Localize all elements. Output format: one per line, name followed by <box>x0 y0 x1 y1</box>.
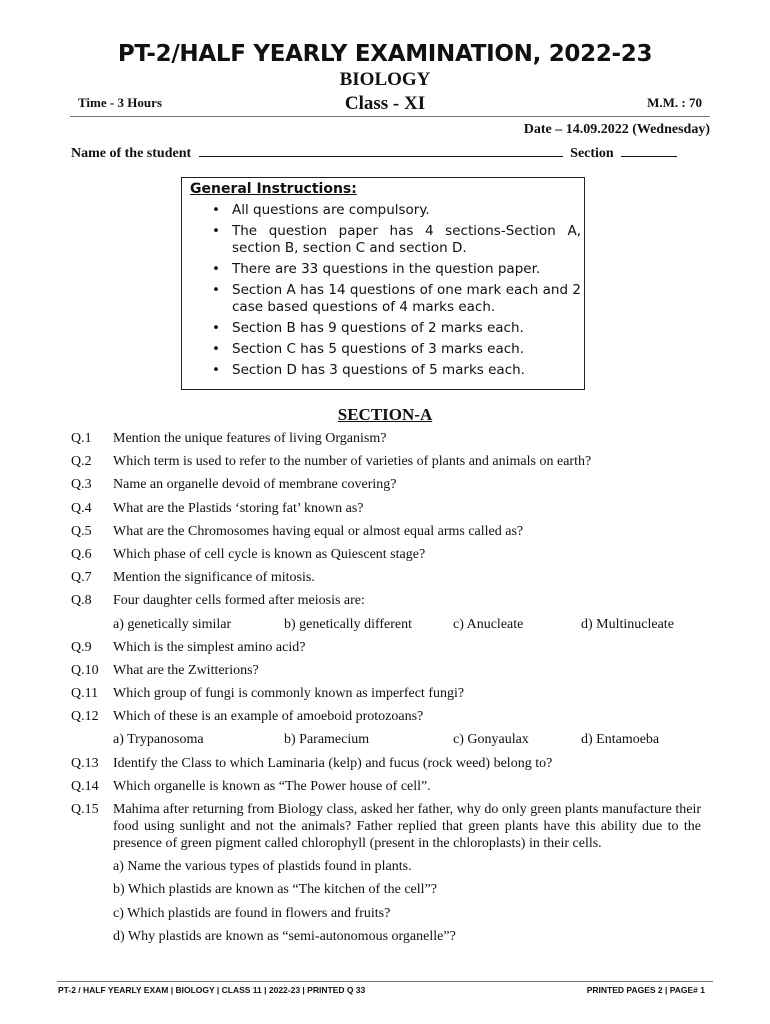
question-text: What are the Plastids ‘storing fat’ known as? <box>113 500 364 516</box>
question-text: Name an organelle devoid of membrane covering? <box>113 477 397 493</box>
question-number: Q.9 <box>71 639 92 655</box>
question-item <box>71 430 701 447</box>
question-item <box>71 801 701 852</box>
max-marks-label: M.M. : 70 <box>647 95 702 110</box>
question-number: Q.5 <box>71 523 92 539</box>
case-subpart: c) Which plastids are found in flowers and fruits? <box>113 905 391 921</box>
instructions-list <box>209 202 581 383</box>
header-divider <box>70 116 710 117</box>
question-number: Q.10 <box>71 662 99 678</box>
question-number: Q.7 <box>71 570 92 586</box>
student-name-blank[interactable] <box>199 144 563 157</box>
question-text: Which is the simplest amino acid? <box>113 639 306 655</box>
question-number: Q.15 <box>71 802 99 817</box>
option-a: a) Trypanosoma <box>113 732 204 748</box>
question-number: Q.3 <box>71 477 92 493</box>
footer-left-text: PT-2 / HALF YEARLY EXAM | BIOLOGY | CLASS 11 | 2022-23 | PRINTED Q 33 <box>58 985 366 995</box>
question-number: Q.11 <box>71 686 99 702</box>
question-text: Mahima after returning from Biology class, asked her father, why do only green plants manufacture their food using sunlight and not the animals? Father replied that green plants have this ability due to the presence of green pigment called chlorophyll (present in the chloroplasts) in their cells. <box>113 802 701 851</box>
question-text: Mention the significance of mitosis. <box>113 570 315 586</box>
question-text: What are the Chromosomes having equal or almost equal arms called as? <box>113 523 524 539</box>
option-c: c) Gonyaulax <box>453 732 529 748</box>
question-number: Q.12 <box>71 709 99 725</box>
question-number: Q.13 <box>71 755 99 771</box>
option-c: c) Anucleate <box>453 616 524 632</box>
question-item <box>71 662 701 679</box>
case-subpart: b) Which plastids are known as “The kitchen of the cell”? <box>113 882 437 898</box>
question-item <box>71 546 701 563</box>
instruction-item: • All questions are compulsory. <box>209 202 581 219</box>
option-b: b) genetically different <box>284 616 413 632</box>
case-subpart: a) Name the various types of plastids found in plants. <box>113 859 412 875</box>
question-item <box>71 778 701 795</box>
student-info-row <box>71 144 677 162</box>
question-number: Q.2 <box>71 454 92 470</box>
option-b: b) Paramecium <box>284 732 370 748</box>
instructions-heading: General Instructions: <box>190 181 357 197</box>
question-item <box>71 500 701 517</box>
question-item <box>71 453 701 470</box>
question-number: Q.8 <box>71 593 92 609</box>
question-number: Q.6 <box>71 546 92 562</box>
question-number: Q.14 <box>71 778 99 794</box>
exam-title: PT-2/HALF YEARLY EXAMINATION, 2022-23 <box>117 41 653 67</box>
section-a-heading: SECTION-A <box>337 405 433 424</box>
question-item <box>71 476 701 493</box>
question-item <box>71 523 701 540</box>
question-item <box>71 639 701 656</box>
class-label: Class - XI <box>344 93 426 114</box>
mcq-options <box>113 616 701 633</box>
question-item <box>71 685 701 702</box>
case-subpart: d) Why plastids are known as “semi-autonomous organelle”? <box>113 928 456 944</box>
instruction-item: • Section B has 9 questions of 2 marks each. <box>209 320 581 337</box>
subject-title: BIOLOGY <box>339 69 431 90</box>
question-text: Which term is used to refer to the number of varieties of plants and animals on earth? <box>113 454 592 470</box>
instruction-item: • Section A has 14 questions of one mark each and 2 case based questions of 4 marks each. <box>209 282 581 316</box>
question-item <box>71 592 701 609</box>
question-text: Which group of fungi is commonly known as imperfect fungi? <box>113 686 465 702</box>
question-text: Which organelle is known as “The Power house of cell”. <box>113 778 431 794</box>
section-label: Section <box>570 146 614 161</box>
question-text: What are the Zwitterions? <box>113 662 259 678</box>
student-name-label: Name of the student <box>71 146 192 161</box>
exam-date: Date – 14.09.2022 (Wednesday) <box>523 122 710 137</box>
question-text: Identify the Class to which Laminaria (kelp) and fucus (rock weed) belong to? <box>113 755 553 771</box>
question-text: Four daughter cells formed after meiosis are: <box>113 593 365 609</box>
footer-divider <box>57 981 713 982</box>
question-number: Q.4 <box>71 500 92 516</box>
section-blank[interactable] <box>621 144 677 157</box>
mcq-options <box>113 731 701 748</box>
instruction-item: • Section D has 3 questions of 5 marks each. <box>209 362 581 379</box>
time-label: Time - 3 Hours <box>78 95 162 110</box>
question-item <box>71 708 701 725</box>
option-a: a) genetically similar <box>113 616 232 632</box>
question-item <box>71 755 701 772</box>
option-d: d) Multinucleate <box>581 616 674 632</box>
instruction-item: • Section C has 5 questions of 3 marks each. <box>209 341 581 358</box>
footer-right-text: PRINTED PAGES 2 | PAGE# 1 <box>586 985 705 995</box>
instruction-item: • The question paper has 4 sections-Section A, section B, section C and section D. <box>209 223 581 257</box>
question-text: Which phase of cell cycle is known as Quiescent stage? <box>113 546 426 562</box>
option-d: d) Entamoeba <box>581 732 660 748</box>
question-item <box>71 569 701 586</box>
question-text: Mention the unique features of living Organism? <box>113 431 387 446</box>
questions-list <box>71 430 701 951</box>
question-text: Which of these is an example of amoeboid protozoans? <box>113 709 424 725</box>
question-number: Q.1 <box>71 431 92 446</box>
instruction-item: • There are 33 questions in the question paper. <box>209 261 581 278</box>
